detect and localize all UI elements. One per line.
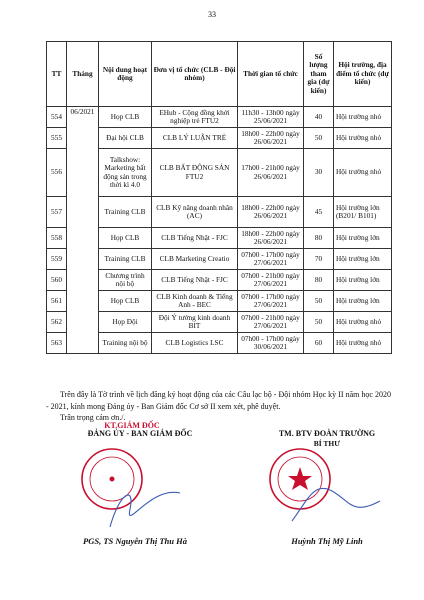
cell-attendance: 50 — [304, 128, 334, 149]
left-signer-name: PGS, TS Nguyễn Thị Thu Hà — [83, 536, 187, 546]
cell-no: 554 — [47, 107, 67, 128]
right-signer-name: Huỳnh Thị Mỹ Linh — [291, 536, 363, 546]
cell-no: 555 — [47, 128, 67, 149]
cell-organizer: CLB Kinh doanh & Tiếng Anh - BEC — [152, 291, 238, 312]
table-row — [47, 291, 392, 312]
page-number: 33 — [208, 10, 216, 19]
cell-time: 18h00 - 22h00 ngày 26/06/2021 — [238, 128, 304, 149]
cell-attendance: 50 — [304, 291, 334, 312]
cell-content: Training CLB — [99, 197, 152, 228]
cell-content: Đại hội CLB — [99, 128, 152, 149]
cell-venue: Hội trường lớn — [334, 291, 392, 312]
cell-content: Họp CLB — [99, 107, 152, 128]
cell-attendance: 40 — [304, 107, 334, 128]
right-signer-subtitle: BÍ THƯ — [313, 439, 341, 448]
cell-attendance: 30 — [304, 149, 334, 197]
cell-time: 07h00 - 17h00 ngày 30/06/2021 — [238, 333, 304, 354]
closing-paragraph: Trên đây là Tờ trình về lịch đăng ký hoạt động của các Câu lạc bộ - Đội nhóm Học kỳ II năm học 2020 - 2021, kính mong Đảng ủy - Ban Giám đốc Cơ sở II xem xét, phê duyệt. — [46, 390, 391, 411]
cell-content: Họp CLB — [99, 291, 152, 312]
table-row — [47, 197, 392, 228]
cell-time: 18h00 - 22h00 ngày 26/06/2021 — [238, 228, 304, 249]
cell-venue: Hội trường nhỏ — [334, 128, 392, 149]
activity-schedule-table — [46, 41, 392, 354]
cell-time: 11h30 - 13h00 ngày 25/06/2021 — [238, 107, 304, 128]
official-seal-left — [60, 431, 200, 531]
cell-time: 07h00 - 17h00 ngày 27/06/2021 — [238, 291, 304, 312]
cell-attendance: 50 — [304, 312, 334, 333]
cell-venue: Hội trường lớn (B201/ B101) — [334, 197, 392, 228]
cell-no: 556 — [47, 149, 67, 197]
cell-venue: Hội trường nhỏ — [334, 312, 392, 333]
left-signer-title: ĐẢNG ỦY - BAN GIÁM ĐỐC — [87, 429, 193, 438]
cell-organizer: CLB Marketing Creatio — [152, 249, 238, 270]
cell-venue: Hội trường lớn — [334, 228, 392, 249]
cell-no: 562 — [47, 312, 67, 333]
cell-time: 07h00 - 21h00 ngày 27/06/2021 — [238, 312, 304, 333]
cell-organizer: CLB Kỹ năng doanh nhân (AC) — [152, 197, 238, 228]
cell-organizer: CLB Tiếng Nhật - FJC — [152, 228, 238, 249]
cell-organizer: EHub - Cộng đồng khởi nghiệp trẻ FTU2 — [152, 107, 238, 128]
cell-venue: Hội trường nhỏ — [334, 107, 392, 128]
cell-month: 06/2021 — [67, 107, 99, 354]
header-organizer: Đơn vị tổ chức (CLB - Đội nhóm) — [152, 42, 238, 107]
table-row — [47, 270, 392, 291]
header-venue: Hội trường, địa điểm tổ chức (dự kiến) — [334, 42, 392, 107]
cell-content: Họp Đội — [99, 312, 152, 333]
header-no: TT — [47, 42, 67, 107]
cell-content: Training CLB — [99, 249, 152, 270]
header-month: Tháng — [67, 42, 99, 107]
cell-venue: Hội trường nhỏ — [334, 333, 392, 354]
cell-venue: Hội trường nhỏ — [334, 149, 392, 197]
signature-block-right — [252, 421, 402, 546]
table-row — [47, 228, 392, 249]
cell-attendance: 45 — [304, 197, 334, 228]
table-row — [47, 249, 392, 270]
signature-block-left — [60, 421, 220, 546]
cell-attendance: 60 — [304, 333, 334, 354]
cell-organizer: CLB LÝ LUẬN TRẺ — [152, 128, 238, 149]
cell-content: Training nội bộ — [99, 333, 152, 354]
delegation-label: KT.GIÁM ĐỐC — [104, 421, 160, 430]
cell-time: 07h00 - 21h00 ngày 27/06/2021 — [238, 270, 304, 291]
cell-time: 07h00 - 17h00 ngày 27/06/2021 — [238, 249, 304, 270]
cell-attendance: 70 — [304, 249, 334, 270]
cell-content: Chương trình nội bộ — [99, 270, 152, 291]
table-row — [47, 149, 392, 197]
header-content: Nội dung hoạt động — [99, 42, 152, 107]
cell-time: 18h00 - 22h00 ngày 26/06/2021 — [238, 197, 304, 228]
cell-no: 561 — [47, 291, 67, 312]
cell-organizer: CLB Tiếng Nhật - FJC — [152, 270, 238, 291]
cell-no: 557 — [47, 197, 67, 228]
cell-time: 17h00 - 21h00 ngày 26/06/2021 — [238, 149, 304, 197]
header-time: Thời gian tổ chức — [238, 42, 304, 107]
right-signer-title: TM. BTV ĐOÀN TRƯỜNG — [278, 429, 376, 438]
header-attendance: Số lượng tham gia (dự kiến) — [304, 42, 334, 107]
table-row — [47, 312, 392, 333]
cell-venue: Hội trường lớn — [334, 249, 392, 270]
cell-content: Họp CLB — [99, 228, 152, 249]
cell-content: Talkshow: Marketing bất động sản trong thời kì 4.0 — [99, 149, 152, 197]
table-row — [47, 333, 392, 354]
table-row — [47, 128, 392, 149]
cell-no: 563 — [47, 333, 67, 354]
cell-attendance: 80 — [304, 228, 334, 249]
cell-organizer: CLB BẤT ĐỘNG SẢN FTU2 — [152, 149, 238, 197]
table-row — [47, 107, 392, 128]
cell-organizer: Đội Ý tưởng kinh doanh BIT — [152, 312, 238, 333]
cell-no: 558 — [47, 228, 67, 249]
cell-attendance: 80 — [304, 270, 334, 291]
cell-organizer: CLB Logistics LSC — [152, 333, 238, 354]
table-header-row — [47, 42, 392, 107]
cell-no: 559 — [47, 249, 67, 270]
cell-no: 560 — [47, 270, 67, 291]
cell-venue: Hội trường lớn — [334, 270, 392, 291]
greeting: Trân trọng cảm ơn./. — [60, 413, 126, 422]
